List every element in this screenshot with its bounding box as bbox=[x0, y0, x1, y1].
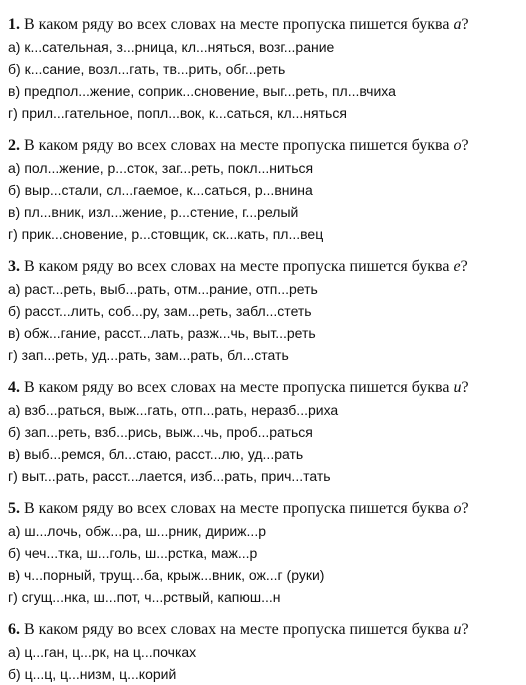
answer-option-a: а) к...сательная, з...рница, кл...няться, возг...рание bbox=[8, 39, 335, 55]
question-number: 5. bbox=[8, 500, 20, 517]
question-heading bbox=[8, 14, 526, 36]
answer-option-a: а) ц...ган, ц...рк, на ц...почках bbox=[8, 644, 197, 660]
question-prompt: В каком ряду во всех словах на месте пропуска пишется буква bbox=[20, 379, 454, 396]
answer-option-v: в) выб...ремся, бл...стаю, расст...лю, уд...рать bbox=[8, 446, 304, 462]
question-heading bbox=[8, 256, 526, 278]
answer-option-a: а) ш...лочь, обж...ра, ш...рник, дириж...р bbox=[8, 523, 267, 539]
question-prompt: В каком ряду во всех словах на месте пропуска пишется буква bbox=[20, 16, 454, 33]
question-6 bbox=[8, 619, 526, 685]
answer-option-v: в) предпол...жение, соприк...сновение, выг...реть, пл...вчиха bbox=[8, 83, 396, 99]
target-letter: е bbox=[453, 258, 461, 275]
question-mark: ? bbox=[461, 379, 469, 396]
question-prompt: В каком ряду во всех словах на месте пропуска пишется буква bbox=[20, 137, 454, 154]
answer-option-g: г) сгущ...нка, ш...пот, ч...рствый, капюш...н bbox=[8, 589, 281, 605]
answer-option-v: в) обж...гание, расст...лать, разж...чь, выт...реть bbox=[8, 325, 316, 341]
question-1 bbox=[8, 14, 526, 124]
question-heading bbox=[8, 619, 526, 641]
answer-option-v: в) пл...вник, изл...жение, р...стение, г...релый bbox=[8, 204, 299, 220]
answer-option-b: б) зап...реть, взб...рись, выж...чь, проб...раться bbox=[8, 424, 313, 440]
answer-option-g: г) прил...гательное, попл...вок, к...саться, кл...няться bbox=[8, 105, 347, 121]
target-letter: о bbox=[453, 500, 462, 517]
question-3 bbox=[8, 256, 526, 366]
answer-option-b: б) к...сание, возл...гать, тв...рить, обг...реть bbox=[8, 61, 286, 77]
answer-option-g: г) зап...реть, уд...рать, зам...рать, бл...стать bbox=[8, 347, 289, 363]
answer-option-b: б) ц...ц, ц...низм, ц...корий bbox=[8, 666, 177, 682]
target-letter: а bbox=[453, 16, 462, 33]
question-mark: ? bbox=[461, 137, 469, 154]
target-letter: и bbox=[453, 621, 462, 638]
question-number: 4. bbox=[8, 379, 20, 396]
answer-option-a: а) взб...раться, выж...гать, отп...рать, неразб...риха bbox=[8, 402, 339, 418]
answer-option-b: б) расст...лить, соб...ру, зам...реть, забл...стеть bbox=[8, 303, 312, 319]
question-mark: ? bbox=[460, 258, 468, 275]
target-letter: о bbox=[453, 137, 462, 154]
question-number: 2. bbox=[8, 137, 20, 154]
question-mark: ? bbox=[461, 500, 469, 517]
question-prompt: В каком ряду во всех словах на месте пропуска пишется буква bbox=[20, 500, 454, 517]
question-heading bbox=[8, 135, 526, 157]
question-number: 6. bbox=[8, 621, 20, 638]
answer-option-v: в) ч...порный, трущ...ба, крыж...вник, ож...г (руки) bbox=[8, 567, 325, 583]
target-letter: и bbox=[453, 379, 462, 396]
question-prompt: В каком ряду во всех словах на месте пропуска пишется буква bbox=[20, 258, 454, 275]
question-heading bbox=[8, 498, 526, 520]
question-number: 1. bbox=[8, 16, 20, 33]
answer-option-a: а) раст...реть, выб...рать, отм...рание, отп...реть bbox=[8, 281, 318, 297]
question-5 bbox=[8, 498, 526, 608]
question-mark: ? bbox=[461, 621, 469, 638]
question-4 bbox=[8, 377, 526, 487]
question-prompt: В каком ряду во всех словах на месте пропуска пишется буква bbox=[20, 621, 454, 638]
answer-option-g: г) выт...рать, расст...лается, изб...рать, прич...тать bbox=[8, 468, 331, 484]
question-2 bbox=[8, 135, 526, 245]
answer-option-a: а) пол...жение, р...сток, заг...реть, покл...ниться bbox=[8, 160, 314, 176]
question-heading bbox=[8, 377, 526, 399]
answer-option-b: б) чеч...тка, ш...голь, ш...рстка, маж...р bbox=[8, 545, 258, 561]
question-mark: ? bbox=[461, 16, 469, 33]
answer-option-g: г) прик...сновение, р...стовщик, ск...кать, пл...вец bbox=[8, 226, 324, 242]
answer-option-b: б) выр...стали, сл...гаемое, к...саться, р...внина bbox=[8, 182, 313, 198]
question-number: 3. bbox=[8, 258, 20, 275]
